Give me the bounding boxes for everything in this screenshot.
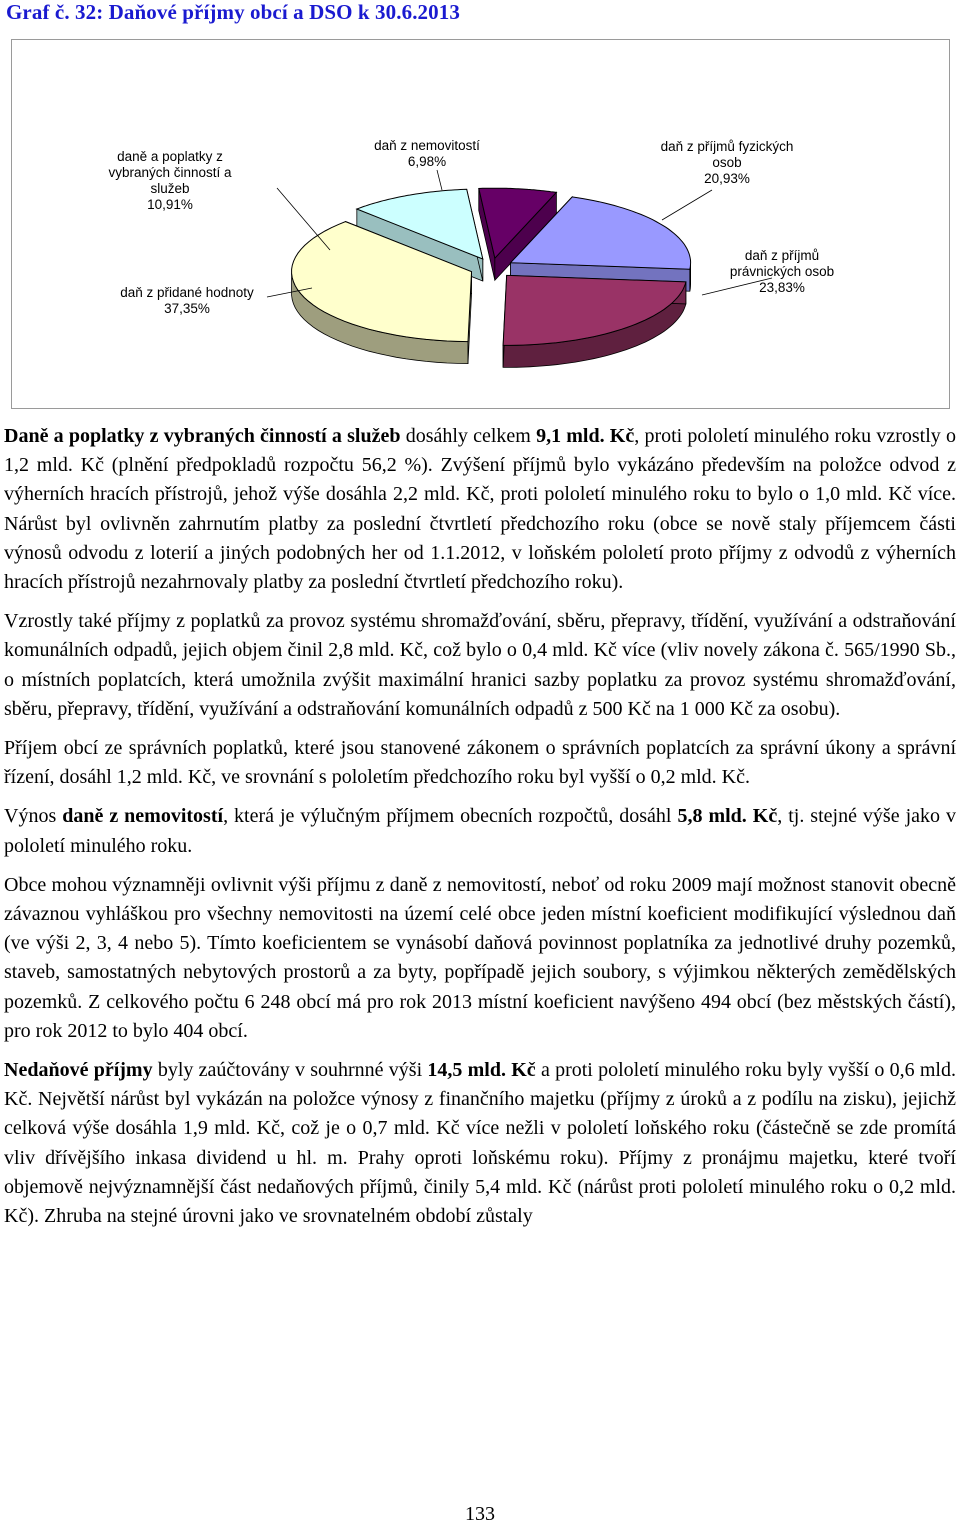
label-sluzby: daně a poplatky z vybraných činností a služeb 10,91% — [108, 149, 232, 212]
chart-frame — [11, 39, 950, 409]
p6-bold-2: 14,5 mld. Kč — [427, 1059, 536, 1082]
leader-line-1 — [437, 170, 442, 190]
leader-line-2 — [662, 190, 712, 220]
paragraph-5: Obce mohou významněji ovlivnit výši příjmu z daně z nemovitostí, neboť od roku 2009 mají možnost stanovit obecně závaznou vyhláškou pro všechny nemovitosti na území celé obce jeden místní koeficient modifikující výslednou daň (ve výši 2, 3, 4 nebo 5). Tímto koeficientem se vynásobí daňová povinnost poplatníka za jednotlivé druhy pozemků, staveb, samostatných nebytových prostorů a za byty, popřípadě jejich soubory, s výjimkou některých zemědělských pozemků. Z celkového počtu 6 248 obcí má pro rok 2013 místní koeficient navýšeno 494 obcí (bez městských částí), pro rok 2012 to bylo 404 obcí. — [4, 873, 956, 1042]
p4-text-2: , která je výlučným příjmem obecních rozpočtů, dosáhl — [223, 805, 678, 828]
p1-text-1: dosáhly celkem — [400, 425, 537, 447]
body-text — [4, 422, 956, 1241]
label-fo: daň z příjmů fyzických osob 20,93% — [660, 139, 794, 186]
p1-text-2: , proti pololetí minulého roku vzrostly o 1,2 mld. Kč (plnění předpokladů rozpočtu 56,2 %). Zvýšení příjmů bylo vykázáno především na položce odvod z výherních hracích přístrojů, jehož výše dosáhla 2,2 mld. Kč, proti pololetí minulého roku to bylo o 1,0 mld. Kč více. Nárůst byl ovlivněn zahrnutím platby za poslední čtvrtletí předchozího roku (obce se nově staly příjemcem části výnosů odvodu z loterií a jiných podobných her od 1.1.2012, v loňském pololetí proto příjmy z odvodů z výherních hracích přístrojů nezahrnovaly platby za poslední čtvrtletí předchozího roku). — [4, 425, 956, 594]
paragraph-1 — [4, 422, 956, 597]
leader-line-0 — [277, 188, 330, 250]
page-title: Graf č. 32: Daňové příjmy obcí a DSO k 30.6.2013 — [6, 0, 460, 24]
label-nemovitosti: daň z nemovitostí 6,98% — [374, 138, 480, 169]
pie-chart — [12, 40, 949, 408]
p4-bold-1: daně z nemovitostí — [62, 805, 224, 828]
p1-bold-2: 9,1 mld. Kč — [536, 425, 635, 447]
p6-bold-1: Nedaňové příjmy — [4, 1059, 153, 1082]
p6-text-2: a proti pololetí minulého roku byly vyšší o 0,6 mld. Kč. Největší nárůst byl vykázán na položce výnosy z finančního majetku (příjmy z úroků a z podílu na zisku), jejichž celková výše dosáhla 1,9 mld. Kč, což je o 0,7 mld. Kč více nežli v pololetí loňského roku (částečně se zde promítá vliv dřívějšího inkasa dividend u hl. m. Prahy oproti loňskému roku). Příjmy z pronájmu majetku, které tvoří objemově nejvýznamnější část nedaňových příjmů, činily 5,4 mld. Kč (nárůst proti pololetí minulého roku o 0,2 mld. Kč). Zhruba na stejné úrovni jako ve srovnatelném období zůstaly — [4, 1059, 956, 1228]
p1-bold-1: Daně a poplatky z vybraných činností a služeb — [4, 425, 401, 447]
p4-text-1: Výnos — [4, 805, 63, 828]
p6-text-1: byly zaúčtovány v souhrnné výši — [152, 1059, 428, 1082]
label-dph: daň z přidané hodnoty 37,35% — [120, 285, 254, 316]
paragraph-3: Příjem obcí ze správních poplatků, které jsou stanovené zákonem o správních poplatcích za správní úkony a správní řízení, dosáhl 1,2 mld. Kč, ve srovnání s pololetím předchozího roku byl vyšší o 0,2 mld. Kč. — [4, 737, 956, 789]
p4-bold-2: 5,8 mld. Kč — [677, 805, 778, 828]
paragraph-2: Vzrostly také příjmy z poplatků za provoz systému shromažďování, sběru, přepravy, třídění, využívání a odstraňování komunálních odpadů, jejich objem činil 2,8 mld. Kč, což bylo o 0,4 mld. Kč více (vliv novely zákona č. 565/1990 Sb., o místních poplatcích, která umožnila zvýšit maximální hranici sazby poplatku za provoz systému shromažďování, sběru, přepravy, třídění, využívání a odstraňování komunálních odpadů z 500 Kč na 1 000 Kč za osobu). — [4, 610, 956, 720]
paragraph-6 — [4, 1056, 956, 1231]
paragraph-4 — [4, 802, 956, 860]
page-number: 133 — [465, 1503, 495, 1525]
pie-slice-4 — [503, 275, 686, 367]
p4-text-3: , tj. stejné výše jako v pololetí minulého roku. — [4, 805, 956, 857]
label-po: daň z příjmů právnických osob 23,83% — [729, 248, 835, 295]
